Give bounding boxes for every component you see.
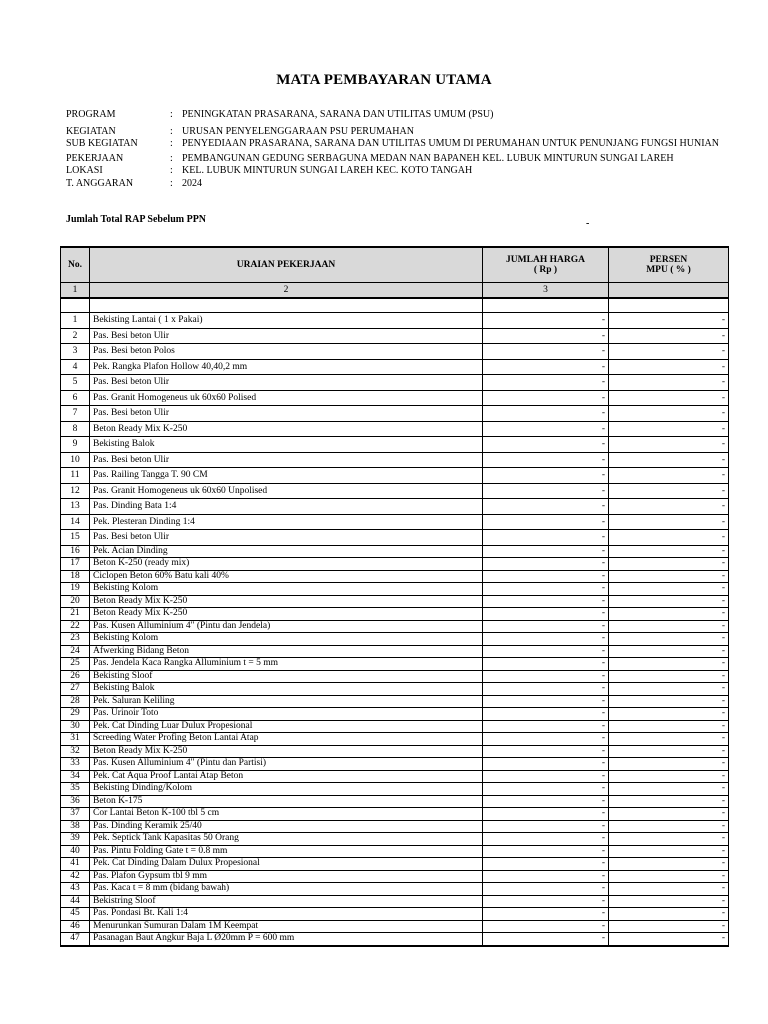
row-percent: - xyxy=(609,452,729,468)
row-no: 16 xyxy=(61,545,90,558)
row-percent: - xyxy=(609,783,729,796)
row-percent: - xyxy=(609,908,729,921)
row-percent: - xyxy=(609,758,729,771)
row-description: Bekisting Dinding/Kolom xyxy=(90,783,483,796)
table-row xyxy=(61,344,729,360)
row-description: Pek. Cat Dinding Dalam Dulux Propesional xyxy=(90,858,483,871)
spacer-cell xyxy=(483,298,609,313)
row-price: - xyxy=(483,758,609,771)
row-price: - xyxy=(483,783,609,796)
row-no: 44 xyxy=(61,895,90,908)
row-description: Pas. Pondasi Bt. Kali 1:4 xyxy=(90,908,483,921)
info-value: 2024 xyxy=(182,177,202,189)
row-no: 3 xyxy=(61,344,90,360)
row-percent: - xyxy=(609,720,729,733)
table-row xyxy=(61,683,729,696)
info-value: KEL. LUBUK MINTURUN SUNGAI LAREH KEC. KOTO TANGAH xyxy=(182,165,473,176)
row-price: - xyxy=(483,883,609,896)
row-no: 7 xyxy=(61,406,90,422)
row-no: 39 xyxy=(61,833,90,846)
table-row xyxy=(61,558,729,571)
header-harga-line1: JUMLAH HARGA xyxy=(506,255,585,265)
row-description: Beton Ready Mix K-250 xyxy=(90,421,483,437)
row-description: Pas. Urinoir Toto xyxy=(90,708,483,721)
row-percent: - xyxy=(609,708,729,721)
row-description: Menurunkan Sumuran Dalam 1M Keempat xyxy=(90,920,483,933)
row-price: - xyxy=(483,808,609,821)
row-percent: - xyxy=(609,421,729,437)
row-description: Pas. Railing Tangga T. 90 CM xyxy=(90,468,483,484)
info-value: PENYEDIAAN PRASARANA, SARANA DAN UTILITAS UMUM DI PERUMAHAN UNTUK PENUNJANG FUNGSI HUNIAN xyxy=(182,138,719,149)
info-row xyxy=(66,109,726,122)
row-percent: - xyxy=(609,437,729,453)
info-row xyxy=(66,165,726,178)
row-description: Bekisting Balok xyxy=(90,683,483,696)
row-percent: - xyxy=(609,895,729,908)
row-percent: - xyxy=(609,570,729,583)
row-no: 45 xyxy=(61,908,90,921)
info-row xyxy=(66,126,726,139)
row-description: Bekisting Sloof xyxy=(90,670,483,683)
table-row xyxy=(61,608,729,621)
row-no: 20 xyxy=(61,595,90,608)
row-description: Bekistring Sloof xyxy=(90,895,483,908)
row-description: Bekisting Kolom xyxy=(90,633,483,646)
row-price: - xyxy=(483,683,609,696)
row-no: 34 xyxy=(61,770,90,783)
row-percent: - xyxy=(609,695,729,708)
row-no: 36 xyxy=(61,795,90,808)
row-percent: - xyxy=(609,595,729,608)
row-description: Pas. Plafon Gypsum tbl 9 mm xyxy=(90,870,483,883)
row-percent: - xyxy=(609,820,729,833)
row-no: 26 xyxy=(61,670,90,683)
row-price: - xyxy=(483,558,609,571)
total-label: Jumlah Total RAP Sebelum PPN xyxy=(66,214,207,225)
row-no: 43 xyxy=(61,883,90,896)
row-percent: - xyxy=(609,933,729,946)
row-description: Beton Ready Mix K-250 xyxy=(90,745,483,758)
row-no: 46 xyxy=(61,920,90,933)
row-description: Pas. Kusen Alluminium 4" (Pintu dan Jendela) xyxy=(90,620,483,633)
row-price: - xyxy=(483,645,609,658)
row-percent: - xyxy=(609,328,729,344)
row-no: 11 xyxy=(61,468,90,484)
row-price: - xyxy=(483,499,609,515)
row-percent: - xyxy=(609,683,729,696)
table-row xyxy=(61,895,729,908)
table-row xyxy=(61,633,729,646)
row-price: - xyxy=(483,359,609,375)
table-row xyxy=(61,570,729,583)
row-no: 31 xyxy=(61,733,90,746)
row-price: - xyxy=(483,795,609,808)
row-percent: - xyxy=(609,808,729,821)
row-percent: - xyxy=(609,833,729,846)
row-no: 19 xyxy=(61,583,90,596)
info-colon: : xyxy=(170,165,173,176)
row-description: Pas. Besi beton Polos xyxy=(90,344,483,360)
row-description: Pas. Dinding Keramik 25/40 xyxy=(90,820,483,833)
info-value: PENINGKATAN PRASARANA, SARANA DAN UTILITAS UMUM (PSU) xyxy=(182,109,494,120)
row-no: 47 xyxy=(61,933,90,946)
row-price: - xyxy=(483,530,609,546)
table-row xyxy=(61,833,729,846)
row-percent: - xyxy=(609,858,729,871)
row-no: 29 xyxy=(61,708,90,721)
row-description: Pas. Besi beton Ulir xyxy=(90,328,483,344)
row-description: Cor Lantai Beton K-100 tbl 5 cm xyxy=(90,808,483,821)
table-row xyxy=(61,933,729,946)
header-persen xyxy=(609,247,729,283)
info-colon: : xyxy=(170,125,173,137)
row-no: 27 xyxy=(61,683,90,696)
table-row xyxy=(61,870,729,883)
row-description: Pas. Besi beton Ulir xyxy=(90,406,483,422)
row-percent: - xyxy=(609,545,729,558)
row-price: - xyxy=(483,658,609,671)
row-no: 5 xyxy=(61,375,90,391)
row-percent: - xyxy=(609,608,729,621)
table-row xyxy=(61,421,729,437)
row-no: 32 xyxy=(61,745,90,758)
table-row xyxy=(61,658,729,671)
row-percent: - xyxy=(609,375,729,391)
row-no: 42 xyxy=(61,870,90,883)
info-label: LOKASI xyxy=(66,165,103,176)
row-description: Pas. Jendela Kaca Rangka Alluminium t = 5 mm xyxy=(90,658,483,671)
index-col-3: 3 xyxy=(483,283,609,299)
info-colon: : xyxy=(170,138,173,149)
row-percent: - xyxy=(609,920,729,933)
header-no: No. xyxy=(61,247,90,283)
row-percent: - xyxy=(609,745,729,758)
info-value: URUSAN PENYELENGGARAAN PSU PERUMAHAN xyxy=(182,125,414,137)
row-no: 14 xyxy=(61,514,90,530)
table-row xyxy=(61,695,729,708)
table-row xyxy=(61,452,729,468)
row-price: - xyxy=(483,545,609,558)
row-percent: - xyxy=(609,313,729,329)
row-no: 22 xyxy=(61,620,90,633)
row-price: - xyxy=(483,908,609,921)
row-price: - xyxy=(483,452,609,468)
index-col-4 xyxy=(609,283,729,299)
row-description: Pek. Plesteran Dinding 1:4 xyxy=(90,514,483,530)
row-description: Pas. Granit Homogeneus uk 60x60 Unpolised xyxy=(90,483,483,499)
row-description: Ciclopen Beton 60% Batu kali 40% xyxy=(90,570,483,583)
header-persen-line2: MPU ( % ) xyxy=(646,265,691,275)
row-percent: - xyxy=(609,633,729,646)
row-no: 2 xyxy=(61,328,90,344)
row-description: Pek. Acian Dinding xyxy=(90,545,483,558)
row-no: 37 xyxy=(61,808,90,821)
row-price: - xyxy=(483,437,609,453)
row-description: Bekisting Kolom xyxy=(90,583,483,596)
row-price: - xyxy=(483,695,609,708)
table-spacer-row xyxy=(61,298,729,313)
row-percent: - xyxy=(609,468,729,484)
table-row xyxy=(61,645,729,658)
row-description: Pas. Besi beton Ulir xyxy=(90,452,483,468)
row-percent: - xyxy=(609,499,729,515)
row-description: Afwerking Bidang Beton xyxy=(90,645,483,658)
table-row xyxy=(61,808,729,821)
row-percent: - xyxy=(609,359,729,375)
table-row xyxy=(61,733,729,746)
table-row xyxy=(61,437,729,453)
row-no: 10 xyxy=(61,452,90,468)
info-row xyxy=(66,138,726,151)
row-percent: - xyxy=(609,870,729,883)
table-row xyxy=(61,375,729,391)
table-row xyxy=(61,483,729,499)
row-no: 4 xyxy=(61,359,90,375)
info-label: PROGRAM xyxy=(66,109,116,120)
page-title: MATA PEMBAYARAN UTAMA xyxy=(276,72,492,88)
row-description: Pek. Cat Dinding Luar Dulux Propesional xyxy=(90,720,483,733)
row-description: Beton Ready Mix K-250 xyxy=(90,608,483,621)
table-row xyxy=(61,845,729,858)
header-harga xyxy=(483,247,609,283)
row-no: 18 xyxy=(61,570,90,583)
row-price: - xyxy=(483,514,609,530)
row-description: Pas. Besi beton Ulir xyxy=(90,375,483,391)
row-description: Pas. Kusen Alluminium 4" (Pintu dan Partisi) xyxy=(90,758,483,771)
row-price: - xyxy=(483,608,609,621)
row-price: - xyxy=(483,583,609,596)
row-price: - xyxy=(483,870,609,883)
row-price: - xyxy=(483,833,609,846)
table-row xyxy=(61,390,729,406)
table-row xyxy=(61,359,729,375)
row-price: - xyxy=(483,328,609,344)
row-no: 35 xyxy=(61,783,90,796)
row-price: - xyxy=(483,720,609,733)
table-row xyxy=(61,920,729,933)
row-price: - xyxy=(483,390,609,406)
table-header-row xyxy=(61,247,729,283)
header-persen-line1: PERSEN xyxy=(649,255,688,265)
row-percent: - xyxy=(609,530,729,546)
row-no: 33 xyxy=(61,758,90,771)
row-no: 12 xyxy=(61,483,90,499)
table-row xyxy=(61,708,729,721)
info-colon: : xyxy=(170,109,173,120)
row-price: - xyxy=(483,708,609,721)
table-row xyxy=(61,795,729,808)
table-row xyxy=(61,545,729,558)
info-row xyxy=(66,178,726,191)
row-price: - xyxy=(483,620,609,633)
info-value: PEMBANGUNAN GEDUNG SERBAGUNA MEDAN NAN BAPANEH KEL. LUBUK MINTURUN SUNGAI LAREH xyxy=(182,152,674,164)
row-price: - xyxy=(483,375,609,391)
spacer-cell xyxy=(609,298,729,313)
table-row xyxy=(61,858,729,871)
row-percent: - xyxy=(609,883,729,896)
row-no: 24 xyxy=(61,645,90,658)
row-description: Pas. Kaca t = 8 mm (bidang bawah) xyxy=(90,883,483,896)
row-no: 23 xyxy=(61,633,90,646)
row-price: - xyxy=(483,570,609,583)
row-percent: - xyxy=(609,620,729,633)
row-price: - xyxy=(483,895,609,908)
total-value: - xyxy=(586,218,590,229)
table-row xyxy=(61,908,729,921)
table-row xyxy=(61,499,729,515)
row-no: 17 xyxy=(61,558,90,571)
row-percent: - xyxy=(609,658,729,671)
row-price: - xyxy=(483,745,609,758)
spacer-cell xyxy=(90,298,483,313)
row-percent: - xyxy=(609,344,729,360)
row-no: 9 xyxy=(61,437,90,453)
row-no: 15 xyxy=(61,530,90,546)
row-percent: - xyxy=(609,770,729,783)
row-no: 13 xyxy=(61,499,90,515)
row-percent: - xyxy=(609,390,729,406)
row-no: 28 xyxy=(61,695,90,708)
info-colon: : xyxy=(170,152,173,164)
row-price: - xyxy=(483,858,609,871)
row-description: Pas. Pintu Folding Gate t = 0.8 mm xyxy=(90,845,483,858)
table-row xyxy=(61,328,729,344)
row-no: 21 xyxy=(61,608,90,621)
row-percent: - xyxy=(609,645,729,658)
row-no: 1 xyxy=(61,313,90,329)
table-row xyxy=(61,758,729,771)
row-price: - xyxy=(483,421,609,437)
table-row xyxy=(61,583,729,596)
spacer-cell xyxy=(61,298,90,313)
row-no: 41 xyxy=(61,858,90,871)
table-row xyxy=(61,745,729,758)
row-price: - xyxy=(483,313,609,329)
table-row xyxy=(61,595,729,608)
index-col-1: 1 xyxy=(61,283,90,299)
row-no: 25 xyxy=(61,658,90,671)
row-description: Beton K-175 xyxy=(90,795,483,808)
row-description: Pek. Saluran Keliling xyxy=(90,695,483,708)
table-row xyxy=(61,720,729,733)
row-price: - xyxy=(483,770,609,783)
row-price: - xyxy=(483,920,609,933)
row-price: - xyxy=(483,845,609,858)
row-percent: - xyxy=(609,845,729,858)
row-percent: - xyxy=(609,733,729,746)
table-row xyxy=(61,620,729,633)
row-price: - xyxy=(483,670,609,683)
info-colon: : xyxy=(170,177,173,189)
project-info xyxy=(66,109,726,190)
row-price: - xyxy=(483,820,609,833)
row-description: Bekisting Balok xyxy=(90,437,483,453)
table-row xyxy=(61,783,729,796)
table-row xyxy=(61,313,729,329)
table-row xyxy=(61,514,729,530)
table-row xyxy=(61,770,729,783)
row-description: Pas. Besi beton Ulir xyxy=(90,530,483,546)
row-no: 30 xyxy=(61,720,90,733)
row-price: - xyxy=(483,483,609,499)
row-price: - xyxy=(483,933,609,946)
row-description: Pas. Dinding Bata 1:4 xyxy=(90,499,483,515)
table-row xyxy=(61,530,729,546)
row-percent: - xyxy=(609,670,729,683)
table-index-row xyxy=(61,283,729,299)
row-percent: - xyxy=(609,406,729,422)
row-description: Pek. Cat Aqua Proof Lantai Atap Beton xyxy=(90,770,483,783)
info-label: SUB KEGIATAN xyxy=(66,138,138,149)
row-percent: - xyxy=(609,514,729,530)
header-uraian: URAIAN PEKERJAAN xyxy=(90,247,483,283)
row-price: - xyxy=(483,344,609,360)
row-description: Beton K-250 (ready mix) xyxy=(90,558,483,571)
row-percent: - xyxy=(609,795,729,808)
info-row xyxy=(66,153,726,166)
row-price: - xyxy=(483,468,609,484)
row-percent: - xyxy=(609,483,729,499)
row-price: - xyxy=(483,406,609,422)
index-col-2: 2 xyxy=(90,283,483,299)
table-row xyxy=(61,468,729,484)
header-harga-line2: ( Rp ) xyxy=(533,265,558,275)
row-percent: - xyxy=(609,583,729,596)
table-row xyxy=(61,670,729,683)
payment-table xyxy=(60,246,729,947)
row-no: 8 xyxy=(61,421,90,437)
row-no: 6 xyxy=(61,390,90,406)
row-description: Pek. Septick Tank Kapasitas 50 Orang xyxy=(90,833,483,846)
row-description: Pek. Rangka Plafon Hollow 40,40,2 mm xyxy=(90,359,483,375)
row-description: Pas. Granit Homogeneus uk 60x60 Polised xyxy=(90,390,483,406)
row-no: 38 xyxy=(61,820,90,833)
row-description: Screeding Water Profing Beton Lantai Atap xyxy=(90,733,483,746)
table-row xyxy=(61,406,729,422)
row-description: Pasanagan Baut Angkur Baja L Ø20mm P = 600 mm xyxy=(90,933,483,946)
info-label: T. ANGGARAN xyxy=(66,177,134,189)
row-description: Beton Ready Mix K-250 xyxy=(90,595,483,608)
row-price: - xyxy=(483,595,609,608)
table-row xyxy=(61,820,729,833)
row-no: 40 xyxy=(61,845,90,858)
row-percent: - xyxy=(609,558,729,571)
info-label: PEKERJAAN xyxy=(66,152,124,164)
row-price: - xyxy=(483,633,609,646)
row-description: Bekisting Lantai ( 1 x Pakai) xyxy=(90,313,483,329)
row-price: - xyxy=(483,733,609,746)
info-label: KEGIATAN xyxy=(66,125,116,137)
table-row xyxy=(61,883,729,896)
